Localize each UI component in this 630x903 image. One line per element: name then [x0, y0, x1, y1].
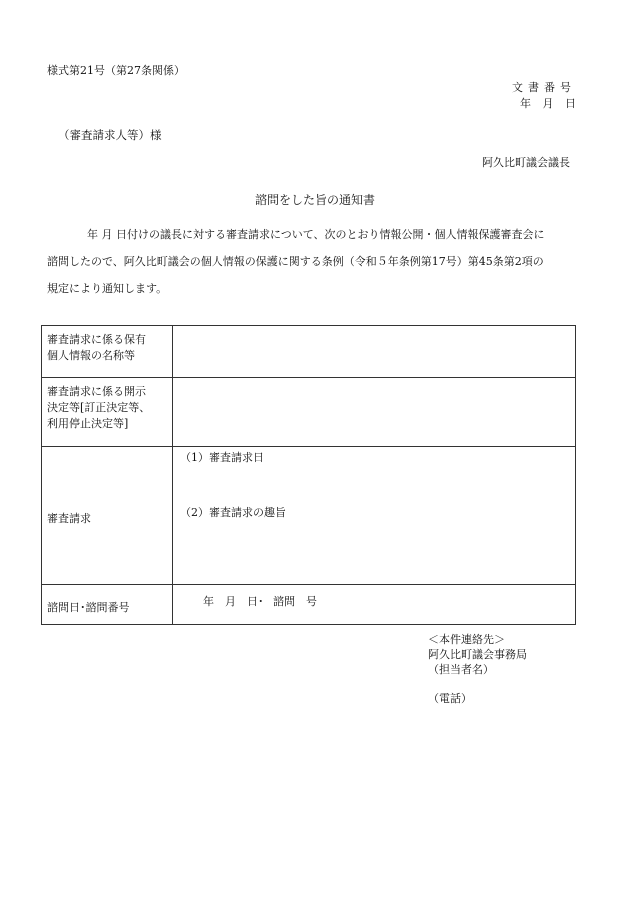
contact-block	[428, 632, 527, 706]
review-request-date: （1）審査請求日	[180, 451, 264, 464]
inquiry-details-table	[41, 325, 576, 625]
label-line: 審査請求に係る保有	[47, 333, 146, 346]
table-row	[42, 447, 576, 585]
inquiry-date-number-value	[173, 585, 576, 625]
body-line: 規定により通知します。	[47, 282, 168, 295]
contact-person: （担当者名）	[428, 663, 494, 676]
body-line: 年 月 日付けの議長に対する審査請求について、次のとおり情報公開・個人情報保護審査会に	[87, 228, 545, 241]
disclosure-decision-value	[173, 378, 576, 447]
review-request-value	[173, 447, 576, 585]
table-row	[42, 378, 576, 447]
review-request-purpose: （2）審査請求の趣旨	[180, 506, 286, 519]
inquiry-date-number: 年 月 日･ 諮問 号	[203, 595, 317, 608]
row-label-personal-info	[42, 326, 173, 378]
table-row	[42, 585, 576, 625]
row-label-review-request: 審査請求	[42, 447, 173, 585]
label-line: 審査請求に係る開示	[47, 385, 146, 398]
label-line: 決定等[訂正決定等、	[47, 401, 151, 414]
addressee: （審査請求人等）様	[58, 128, 162, 142]
sender: 阿久比町議会議長	[482, 156, 570, 169]
contact-phone: （電話）	[428, 692, 472, 705]
document-number-label: 文書番号	[512, 81, 576, 94]
document-date: 年 月 日	[520, 97, 576, 110]
body-line: 諮問したので、阿久比町議会の個人情報の保護に関する条例（令和５年条例第17号）第45条第2項の	[47, 255, 544, 268]
label-line: 利用停止決定等]	[47, 417, 129, 430]
label-line: 個人情報の名称等	[47, 349, 135, 362]
table-row	[42, 326, 576, 378]
contact-heading: ＜本件連絡先＞	[428, 633, 505, 646]
page-title: 諮問をした旨の通知書	[254, 193, 375, 207]
form-number: 様式第21号（第27条関係）	[47, 64, 185, 77]
row-label-inquiry-date-number: 諮問日･諮問番号	[42, 585, 173, 625]
personal-info-value	[173, 326, 576, 378]
contact-office: 阿久比町議会事務局	[428, 648, 527, 661]
row-label-disclosure-decision	[42, 378, 173, 447]
body-paragraph	[47, 221, 579, 302]
